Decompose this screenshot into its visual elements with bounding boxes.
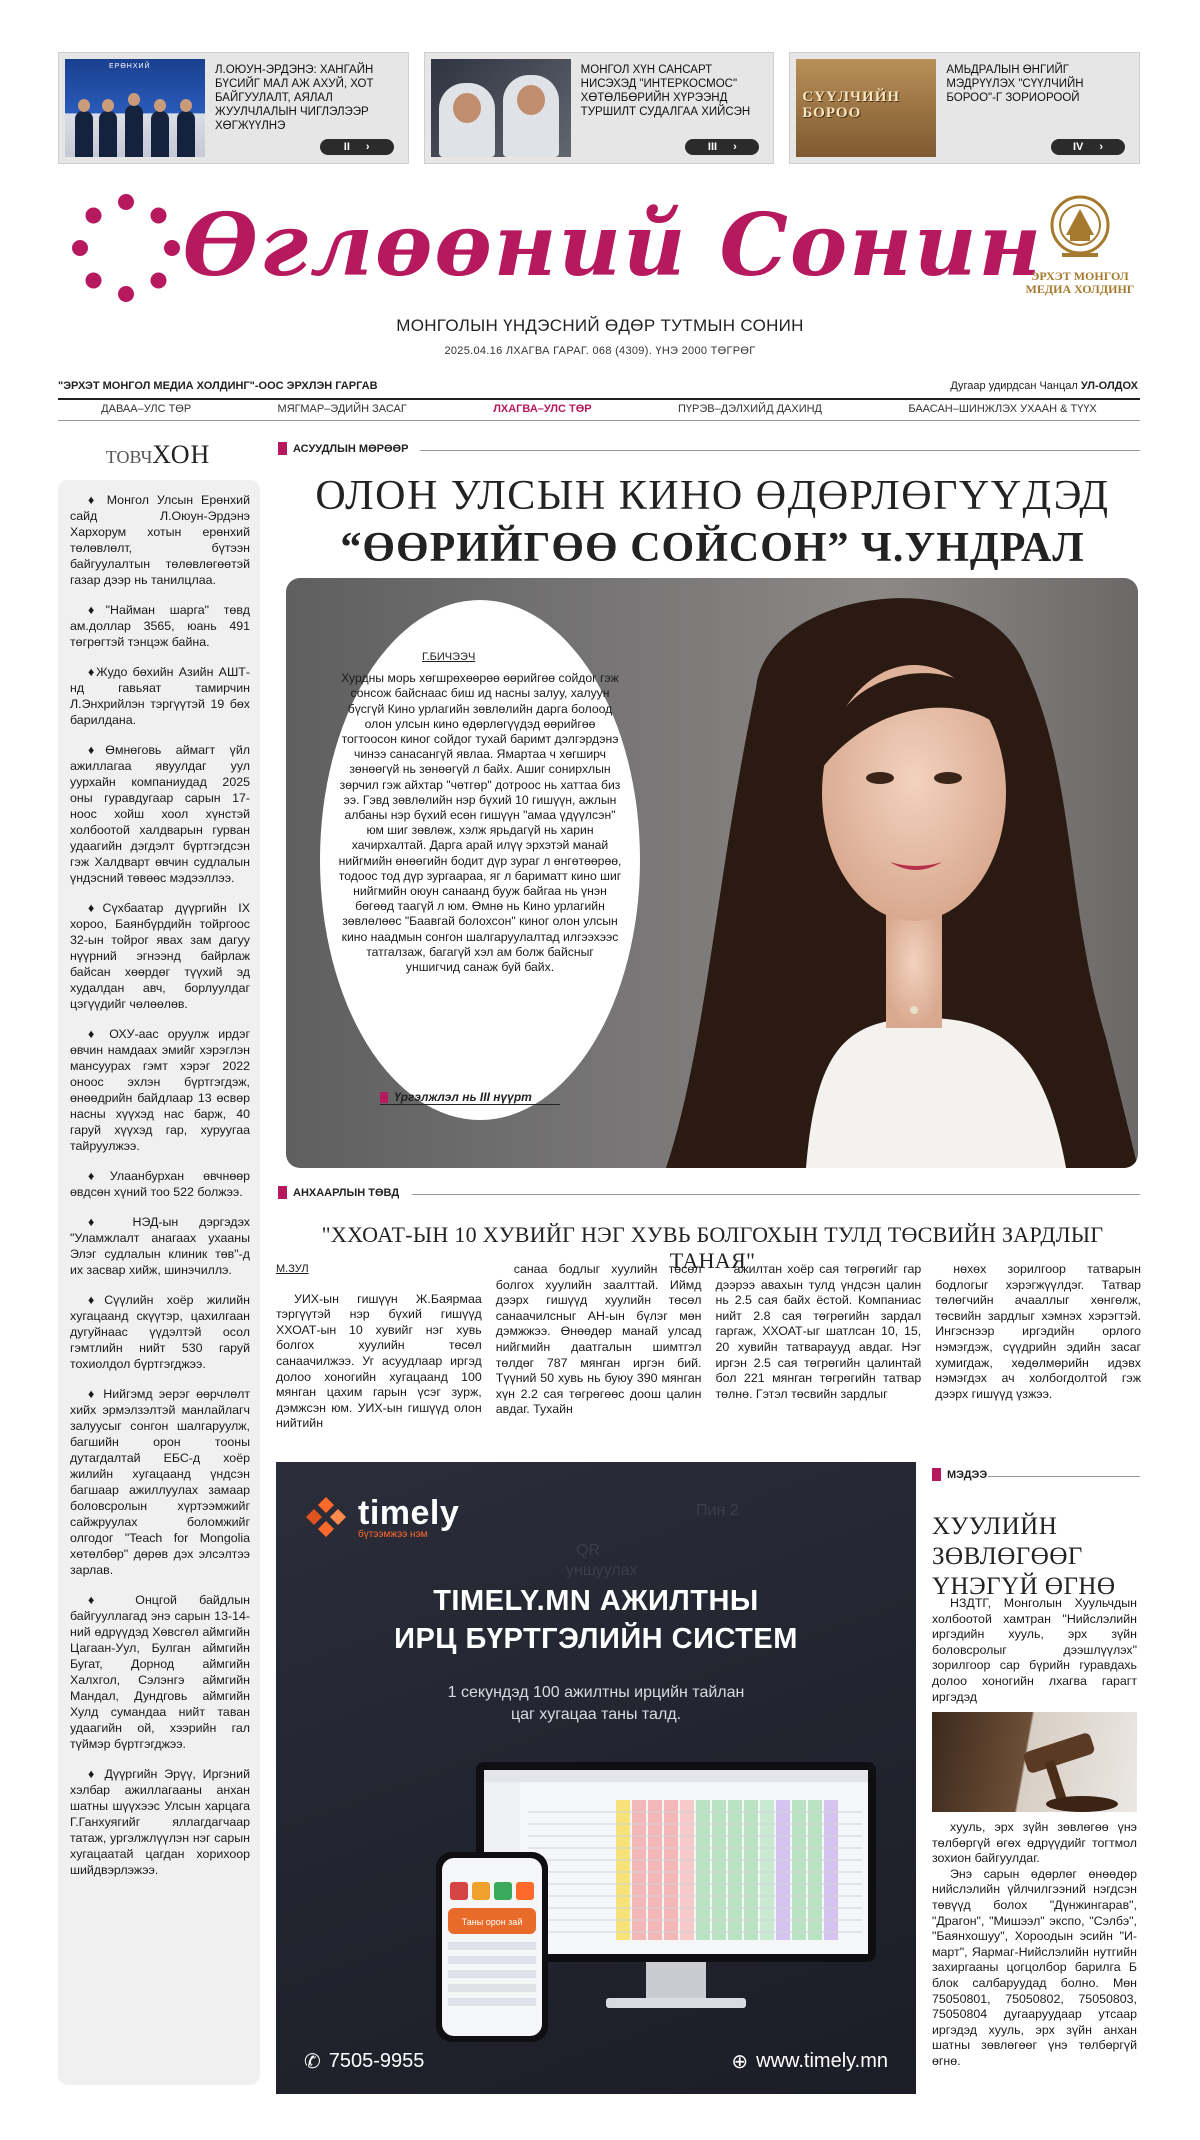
- teaser-photo-banner: ЕРӨНХИЙ: [109, 63, 151, 70]
- feature-body-text: Хурдны морь хөгшрөхөөрөө өөрийгөө сойдог гэж сонсож байснаас биш ид насны залуу, халуун бүсгүй Кино урлагийн зөвлөлийн дарга болоод олон улсын кино өдөрлөгүүдэд өөрийгөө тогтоосон киног сойдог тухай баримт дэлгэрдэнэ чинээ санасангүй явлаа. Ямартаа ч хөгширч зөнөөгүй нь зөнөөгүй л байх. Ашиг сонирхлын зөрчил гэж айхтар "чөтгөр" дотроос нь хаттаа биз ээ. Гэвд зөвлөлийн нэр бүхий 10 гишүүн, ажлын албаны нэр бүхий есөн гишүүн "амаа үдүүлсэн" юм шиг зөвлөж, хэлж ярьдагүй нь харин хачирхалтай. Дарга арай илүү эрхэтэй манай нийгмийн өнөөгийн бодит дүр зураг л өнгөтөөрөө, тодоос тод дүр зургаараа, яг л бариматт кино шиг нийгмийн оюун санаанд бууж байгаа нь үнэн бөгөөд таагүй л юм. Өмнө нь Кино урлагийн зөвлөлөөс "Баавгай болохсон" киног олон улсын кино наадмын сонгон шалгаруулалтад илгээхээс татгалзаж, багагүй хэл ам болж байсныг уншигчид санаж буй байх.: [338, 671, 622, 975]
- right-body-bottom: хууль, эрх зүйн зөвлөгөө үнэ төлбөргүй өгөх өдрүүдийг тогтмол зохион байгуулдаг. Энэ сарын өдөрлөг өнөөдөр нийслэлийн үйлчилгээний нэгдсэн төвүүд болох "Дүнжингарав", "Драгон", "Мишээл" экспо, "Сэлбэ", "Баянхошуу", Хороодын эсийн "И-март", Яармаг-Нийслэлийн нутгийн захиргааны цогцолбор барилга Б блок салбаруудад болно. Мөн 75050801, 75050802, 75050803, 75050804 дугааруудаар утсаар иргэдэд хууль, эрх зүйн анхан шатны зөвлөгөөг үнэ төлбөргүй өгнө.: [932, 1820, 1137, 2068]
- teaser-photo: [65, 59, 205, 157]
- brief-item: ♦ Онцгой байдлын байгууллагад энэ сарын 13-14-ний өдрүүдэд Хөвсгөл аймгийн Цагаан-Уул, Булган аймгийн Бугат, Дорнод аймгийн Халхгол, Сэлэнгэ аймгийн Мандал, Дундговь аймгийн Хулд сумандаа нийт таван удаагийн ой, хээрийн гал түймэр бүртгэгджээ.: [70, 1593, 250, 1751]
- gavel-photo: [932, 1712, 1137, 1812]
- continued-on-page-link[interactable]: Үргэлжлэл нь III нүүрт: [380, 1090, 560, 1105]
- right-kicker: МЭДЭЭ: [932, 1468, 987, 1481]
- dateline: 2025.04.16 ЛХАГВА ГАРАГ. 068 (4309). ҮНЭ 2000 ТӨГРӨГ: [444, 345, 756, 357]
- teaser-card[interactable]: [58, 52, 409, 164]
- holding-logo: [1020, 195, 1140, 305]
- section-thursday[interactable]: ПҮРЭВ–ДЭЛХИЙД ДАХИНД: [677, 403, 822, 415]
- ad-ghost-word: Пин 2: [696, 1502, 739, 1519]
- briefs-title: ТОВЧХОН: [105, 440, 211, 469]
- teaser-page-tag[interactable]: IV ›: [1051, 139, 1125, 155]
- teaser-photo: [431, 59, 571, 157]
- brief-item: ♦"Найман шарга" төвд ам.доллар 3565, юань 491 төгрөгтэй тэнцэж байна.: [70, 603, 250, 649]
- masthead: [58, 180, 1140, 310]
- divider: [988, 1476, 1140, 1477]
- chevron-right-icon: ›: [733, 141, 737, 153]
- chevron-right-icon: ›: [365, 141, 370, 153]
- article2-column: ажилтан хоёр сая төгрөгийг гар дээрээ авахын тулд үндсэн цалин нь 2.5 сая байх ёстой. Компаниас нийт 2.8 сая төгрөгийн зардал гаргаж, ХХОАТ-ыг шатлсан 10, 15, 20 хувийн татвараууд авдаг. Нэг иргэн 2.5 сая төгрөгийн цалинтай бол 221 мянган төгрөгийн татвар төлнө. Гэтэл төсвийн зардлыг: [715, 1262, 922, 1401]
- brief-item: ♦ Нийгэмд эерэг өөрчлөлт хийх эрмэлзэлтэй манлайлагч залуусыг сонгон шалгаруулж, багшийн орон тооны дутагдалтай ЕБС-д хоёр жилийн хугацаанд үндсэн багшаар ажиллуулах замаар боловсролын хүртээмжийг сайжруулах боломжийг олгодог "Teach for Mongolia хөтөлбөр" дөрөв дэх элсэлтээ зарлав.: [70, 1387, 250, 1577]
- teaser-card[interactable]: [789, 52, 1140, 164]
- ad-phone-number[interactable]: ✆ 7505-9955: [304, 2050, 425, 2073]
- article2-body: [276, 1262, 1141, 1432]
- divider: [58, 420, 1140, 421]
- ad-subtitle: 1 секундэд 100 ажилтны ирцийн тайлан цаг хугацаа таны талд.: [447, 1684, 745, 1723]
- teaser-text: МОНГОЛ ХҮН САНСАРТ НИСЭХЭД "ИНТЕРКОСМОС" ХӨТӨЛБӨРИЙН ХҮРЭЭНД ТУРШИЛТ СУДАЛГАА ХИЙСЭН: [580, 64, 751, 118]
- feature-byline: Г.БИЧЭЭЧ: [422, 651, 476, 663]
- ad-brand-name: timely: [358, 1494, 460, 1532]
- top-teasers: [58, 52, 1140, 164]
- holding-emblem-icon: [1048, 195, 1112, 261]
- brief-item: ♦Сүүлийн хоёр жилийн хугацаанд скүүтэр, цахилгаан дугуйнаас үүдэлтэй осол гэмтлийн нийт 530 гаруй тохиолдол бүртгэгджээ.: [70, 1293, 250, 1371]
- article2-column: М.ЗУЛ УИХ-ын гишүүн Ж.Баярмаа тэргүүтэй нэр бүхий гишүүд ХХОАТ-ын 10 хувийг нэг хувь болгох хуулийн төсөл санаачилжээ. Уг асуудлаар иргэд долоо хоногийн хугацаанд 100 мянган цахим гарын үсэг зурж, дэмжсэн юм. УИХ-ын гишүүд олон нийтийн: [276, 1263, 482, 1431]
- section-friday[interactable]: БААСАН–ШИНЖЛЭХ УХААН & ТҮҮХ: [908, 403, 1097, 415]
- teaser-text: АМЬДРАЛЫН ӨНГИЙГ МЭДРҮҮЛЭХ "СҮҮЛЧИЙН БОРОО"-Г ЗОРИОРООЙ: [946, 64, 1084, 104]
- divider: [58, 398, 1140, 400]
- timely-logo-icon: [304, 1495, 348, 1539]
- brief-item: ♦Сүхбаатар дүүргийн IX хороо, Баянбүрдийн тойргоос 32-ын тойрог явах зам дагуу нүүрний эгнээнд байрлаж байсан хөөрдөг түүхий эд худалдан авч, борлуулдаг цэгүүдийг чөлөөлөв.: [70, 901, 250, 1011]
- editor-line: Дугаар удирдсан Чанцал УЛ-ОЛДОХ: [950, 380, 1138, 392]
- weekday-sections: [58, 403, 1140, 415]
- brief-item: ♦ ОХУ-аас оруулж ирдэг өвчин намдаах эмийг хэрэглэн мансуурах гэмт хэрэг 2022 оноос эхлэн бүртгэгдэж, өнөөдрийн байдлаар 13 өсвөр насны хүүхэд нас барж, 40 гаруй хүүхэд гар, хуруугаа тайруулжээ.: [70, 1027, 250, 1153]
- brief-item: ♦ Монгол Улсын Ерөнхий сайд Л.Оюун-Эрдэнэ Хархорум хотын ерөнхий төлөвлөлт, бүтээн байгуулалтын төлөвлөгөөтэй газар дээр нь танилцлаа.: [70, 493, 250, 587]
- newspaper-title: Өглөөний Сонин: [182, 194, 1044, 296]
- divider: [420, 450, 1140, 451]
- teaser-photo-title: СҮҮЛЧИЙН БОРОО: [802, 89, 901, 121]
- article2-author: М.ЗУЛ: [276, 1263, 309, 1275]
- right-body-top: НЗДТГ, Монголын Хуульчдын холбоотой хамтран "Нийслэлийн иргэдийн хууль, эрх зүйн боловсролыг дээшлүүлэх" зорилгоор сар бүрийн гуравдахь долоо хоногийн лхагва гарагт иргэдэд: [932, 1596, 1137, 1704]
- globe-icon: ⊕: [731, 2051, 749, 2073]
- feature-headline: ОЛОН УЛСЫН КИНО ӨДӨРЛӨГҮҮДЭД “ӨӨРИЙГӨӨ СОЙСОН” Ч.УНДРАЛ: [315, 473, 1110, 571]
- ad-ghost-word: уншуулах: [566, 1562, 638, 1579]
- brief-item: ♦Улаанбурхан өвчнөөр өвдсөн хүний тоо 522 болжээ.: [70, 1169, 250, 1199]
- timely-advertisement[interactable]: [276, 1462, 916, 2094]
- phone-icon: ✆: [304, 2051, 321, 2073]
- tagline: МОНГОЛЫН ҮНДЭСНИЙ ӨДӨР ТУТМЫН СОНИН: [396, 316, 804, 335]
- publisher-line: "ЭРХЭТ МОНГОЛ МЕДИА ХОЛДИНГ"-ООС ЭРХЛЭН ГАРГАВ: [58, 380, 378, 392]
- ad-ghost-word: QR: [576, 1542, 600, 1559]
- brief-item: ♦ Дүүргийн Эрүү, Иргэний хэлбар ажиллагааны анхан шатны шүүхээс Улсын харцага Г.Ганхуягийг яллагдагчаар татаж, ургэлжлүүлэн нэг сарын хугацаатай цагдан хорихоор шийдвэрлэжээ.: [70, 1767, 250, 1877]
- article2-column: нөхөх зорилгоор татварын бодлогыг хэрэгжүүлдэг. Татвар төлөгчийн ачааллыг хөнгөлж, төсвийн зардлыг хэмнэх хэрэгтэй. Ингэснээр иргэдийн орлого нэмэгдэж, сүүдрийн эдийн засаг хумигдаж, хөдөлмөрийн идэвх нэмэгдэх ач холбогдолтой гэж дээрх гишүүд үзжээ.: [935, 1262, 1141, 1401]
- right-headline: ХУУЛИЙН ЗӨВЛӨГӨӨГ ҮНЭГҮЙ ӨГНӨ: [932, 1513, 1116, 1600]
- brief-item: ♦Өмнөговь аймагт үйл ажиллагаа явуулдаг уул уурхайн компаниудад 2025 оны гуравдугаар сарын 17-ноос хойш хоол хүнстэй холбоотой халдварын гурван удаагийн дэгдэлт бүртгэгдсэн гэж Халдварт өвчин судлалын үндэсний төвөөс мэдээллээ.: [70, 743, 250, 885]
- ad-brand-slogan: бүтээмжээ нэм: [358, 1529, 428, 1540]
- section-monday[interactable]: ДАВАА–УЛС ТӨР: [101, 403, 192, 415]
- holding-logo-text: ЭРХЭТ МОНГОЛ МЕДИА ХОЛДИНГ: [1025, 269, 1135, 296]
- feature-body: [338, 650, 622, 975]
- feature-kicker: АСУУДЛЫН МӨРӨӨР: [278, 442, 408, 455]
- phone-screen-text: Таны орон зай: [461, 1917, 523, 1927]
- chevron-right-icon: ›: [1099, 141, 1104, 153]
- teaser-text: Л.ОЮУН-ЭРДЭНЭ: ХАНГАЙН БҮСИЙГ МАЛ АЖ АХУЙ, ХОТ БАЙГУУЛАЛТ, АЯЛАЛ ЖУУЛЧЛАЛЫН ЧИГЛЭЛЭЭР ХӨГЖҮҮЛНЭ: [215, 64, 374, 132]
- article2-headline: "ХХОАТ-ЫН 10 ХУВИЙГ НЭГ ХУВЬ БОЛГОХЫН ТУЛД ТӨСВИЙН ЗАРДЛЫГ ТАНАЯ": [321, 1222, 1104, 1273]
- ad-website-link[interactable]: ⊕ www.timely.mn: [731, 2050, 888, 2073]
- article2-kicker: АНХААРЛЫН ТӨВД: [278, 1186, 399, 1199]
- teaser-page-tag[interactable]: II ›: [320, 139, 394, 155]
- divider: [412, 1194, 1140, 1195]
- briefs-column: [58, 480, 260, 2085]
- gavel-image: [932, 1712, 1137, 1812]
- teaser-card[interactable]: [424, 52, 775, 164]
- section-tuesday[interactable]: МЯГМАР–ЭДИЙН ЗАСАГ: [277, 403, 407, 415]
- sun-ring-logo-icon: [70, 192, 182, 304]
- article2-column: санаа бодлыг хуулийн төсөл болгох хуулийн заалттай. Иймд дээрх гишүүд хуулийн төсөл санаачилсныг АН-ын бүлэг мөн дэмжжээ. Өнөөдөр манай улсад нийгмийн даатгалын шимтгэл төлдөг 787 мянган иргэн бий. Түүний 50 хувь нь буюу 390 мянган хүн 2.2 сая төгрөгөөс доош цалин авдаг. Тухайн: [495, 1262, 702, 1417]
- ad-title: TIMELY.MN АЖИЛТНЫ ИРЦ БҮРТГЭЛИЙН СИСТЕМ: [394, 1585, 798, 1655]
- teaser-page-tag[interactable]: III ›: [685, 139, 759, 155]
- ad-brand: [304, 1494, 459, 1540]
- brief-item: ♦Жудо бөхийн Азийн АШТ-нд гавьяат тамирчин Л.Энхрийлэн тэргүүтэй 19 бөх барилдана.: [70, 665, 250, 727]
- section-wednesday[interactable]: ЛХАГВА–УЛС ТӨР: [493, 403, 592, 415]
- teaser-photo: [796, 59, 936, 157]
- brief-item: ♦ НЭД-ын дэргэдэх "Уламжлалт анагаах ухааны Элэг судлалын клиник төв"-д их засвар хийж, шинэчиллэ.: [70, 1215, 250, 1277]
- phone-app-image: [436, 1852, 548, 2042]
